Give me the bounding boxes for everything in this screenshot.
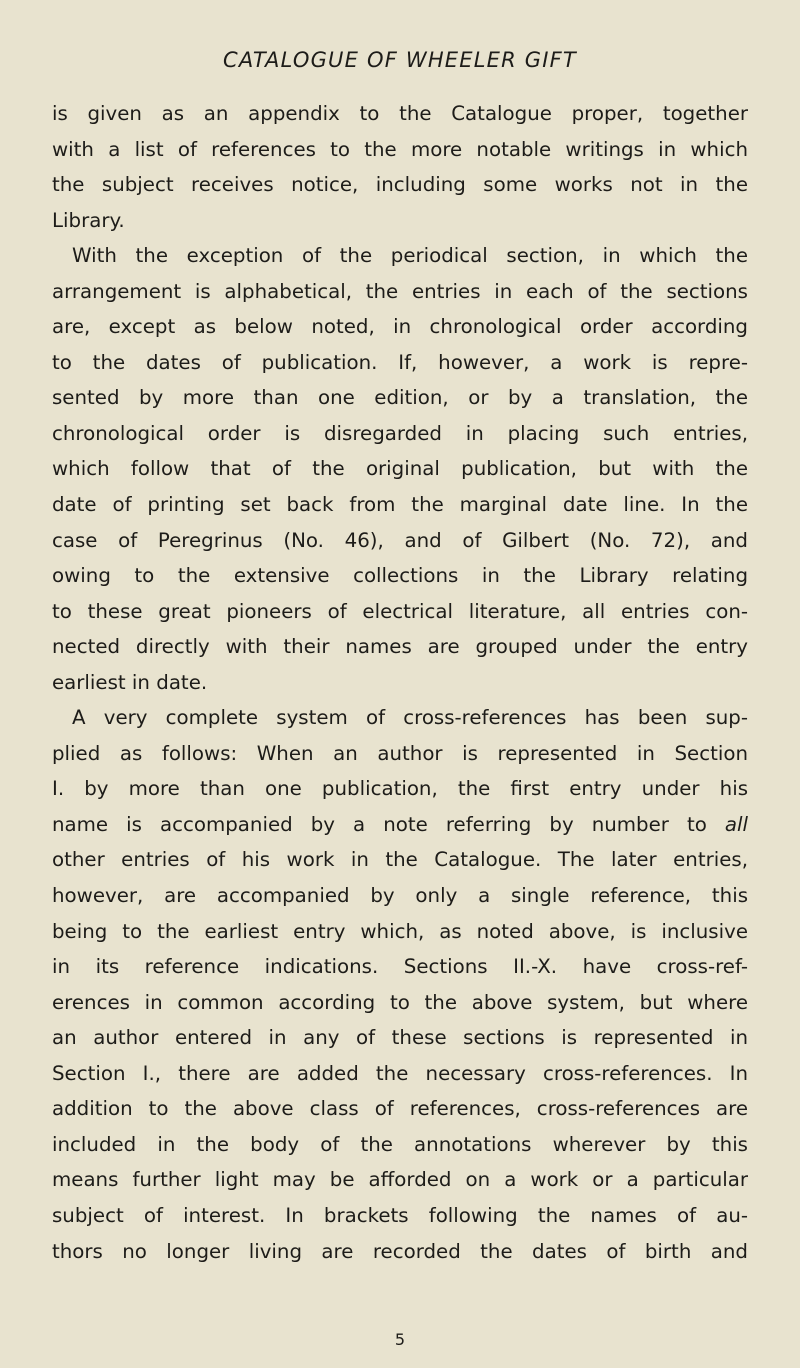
text-line: owing to the extensive collections in the Library relating	[52, 564, 748, 588]
text-line: to the dates of publication. If, however, a work is repre-	[52, 350, 748, 374]
text-line: subject of interest. In brackets following the names of au-	[52, 1203, 748, 1227]
text-line: plied as follows: When an author is represented in Section	[52, 741, 748, 765]
text-line: nected directly with their names are grouped under the entry	[52, 635, 748, 659]
text-line: being to the earliest entry which, as noted above, is inclusive	[52, 919, 748, 943]
text-line: Library.	[52, 208, 125, 232]
text-line: arrangement is alphabetical, the entries in each of the sections	[52, 279, 748, 303]
text-line: earliest in date.	[52, 670, 208, 694]
running-title: CATALOGUE OF WHEELER GIFT	[223, 48, 577, 72]
text-line: an author entered in any of these sections is represented in	[52, 1026, 748, 1050]
text-line: date of printing set back from the marginal date line. In the	[52, 493, 748, 517]
emphasized-word: all	[724, 812, 748, 836]
text-line: sented by more than one edition, or by a translation, the	[52, 386, 748, 410]
text-line: other entries of his work in the Catalogue. The later entries,	[52, 848, 748, 872]
text-line: the subject receives notice, including some works not in the	[52, 173, 748, 197]
page-number: 5	[394, 1330, 406, 1349]
text-line: erences in common according to the above system, but where	[52, 990, 748, 1014]
text-line: which follow that of the original publication, but with the	[52, 457, 748, 481]
text-line: is given as an appendix to the Catalogue proper, together	[52, 102, 748, 125]
text-line: chronological order is disregarded in placing such entries,	[52, 421, 748, 445]
text-line: to these great pioneers of electrical literature, all entries con-	[52, 599, 748, 623]
text-line: I. by more than one publication, the first entry under his	[52, 777, 748, 801]
text-line: however, are accompanied by only a single reference, this	[52, 884, 748, 908]
text-line: are, except as below noted, in chronological order according	[52, 315, 748, 339]
text-segment: name is accompanied by a note referring by number to	[52, 812, 707, 836]
text-line: A very complete system of cross-references has been sup-	[72, 706, 748, 730]
body-text	[52, 96, 748, 1269]
text-line: thors no longer living are recorded the dates of birth and	[52, 1239, 748, 1263]
text-line: with a list of references to the more notable writings in which	[52, 137, 748, 161]
text-line: included in the body of the annotations wherever by this	[52, 1132, 748, 1156]
text-line: in its reference indications. Sections II.-X. have cross-ref-	[52, 955, 748, 979]
text-line: case of Peregrinus (No. 46), and of Gilbert (No. 72), and	[52, 528, 748, 552]
text-line: addition to the above class of references, cross-references are	[52, 1097, 748, 1121]
text-line: With the exception of the periodical section, in which the	[72, 244, 748, 268]
text-line: Section I., there are added the necessary cross-references. In	[52, 1061, 748, 1085]
text-line: means further light may be afforded on a work or a particular	[52, 1168, 748, 1192]
text-line-with-emphasis	[52, 807, 748, 843]
